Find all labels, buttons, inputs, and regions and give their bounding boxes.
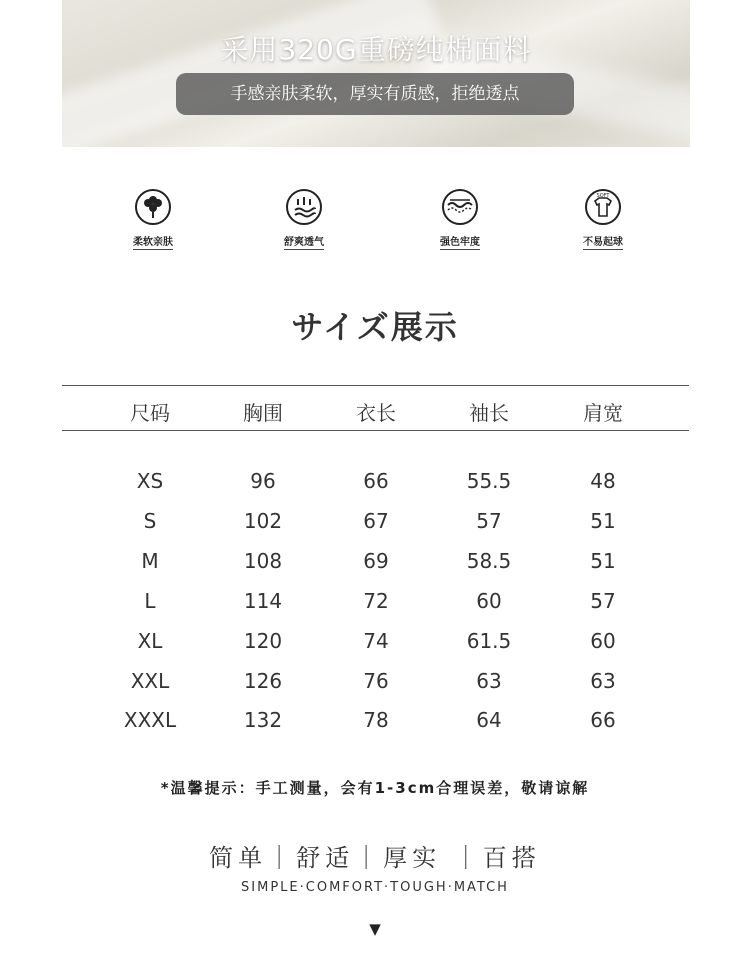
- banner-subtitle: 手感亲肤柔软，厚实有质感，拒绝透点: [176, 73, 574, 115]
- table-cell: 57: [590, 589, 616, 613]
- feature-item: [553, 187, 653, 250]
- feature-item: [103, 187, 203, 250]
- feature-label: 强色牢度: [440, 233, 480, 250]
- table-row: [0, 469, 750, 509]
- size-section-title: サイズ展示: [291, 308, 459, 346]
- header-shoulder: 肩宽: [583, 401, 623, 425]
- table-cell: 61.5: [466, 629, 512, 653]
- feature-item: [410, 187, 510, 250]
- table-cell: 66: [590, 708, 616, 732]
- table-cell: XXXL: [123, 708, 177, 732]
- feature-label: 柔软亲肤: [133, 233, 173, 250]
- table-cell: 74: [363, 629, 389, 653]
- table-cell: 120: [243, 629, 283, 653]
- fabric-wave-icon: [440, 187, 480, 227]
- header-size: 尺码: [130, 401, 170, 425]
- table-cell: 76: [363, 669, 389, 693]
- fabric-banner: [62, 0, 690, 147]
- feature-item: [254, 187, 354, 250]
- header-chest: 胸围: [243, 401, 283, 425]
- table-cell: 48: [590, 469, 616, 493]
- table-cell: XL: [137, 629, 163, 653]
- down-arrow-icon: ▼: [369, 920, 381, 938]
- table-cell: 58.5: [466, 549, 512, 573]
- table-cell: 96: [250, 469, 276, 493]
- table-cell: 126: [243, 669, 283, 693]
- breathable-airflow-icon: [284, 187, 324, 227]
- table-cell: 64: [476, 708, 502, 732]
- table-cell: 51: [590, 549, 616, 573]
- header-length: 衣长: [356, 401, 396, 425]
- feature-label: 舒爽透气: [284, 233, 324, 250]
- table-cell: M: [141, 549, 159, 573]
- table-cell: 51: [590, 509, 616, 533]
- table-cell: 108: [243, 549, 283, 573]
- slogan-english: SIMPLE·COMFORT·TOUGH·MATCH: [241, 880, 509, 895]
- slogan: 简单｜舒适｜厚实 ｜百搭: [209, 844, 541, 872]
- table-cell: 63: [590, 669, 616, 693]
- table-row: [0, 549, 750, 589]
- header-sleeve: 袖长: [469, 401, 509, 425]
- table-row: [0, 669, 750, 709]
- feature-list: [0, 187, 750, 257]
- table-cell: 55.5: [466, 469, 512, 493]
- banner-title: 采用320G重磅纯棉面料: [220, 33, 532, 66]
- soft-icon-text: SOFT: [596, 193, 610, 199]
- table-cell: XXL: [130, 669, 170, 693]
- soft-tshirt-icon: [583, 187, 623, 227]
- measurement-note: *温馨提示：手工测量，会有1-3cm合理误差，敬请谅解: [160, 779, 590, 797]
- table-cell: 78: [363, 708, 389, 732]
- table-cell: 72: [363, 589, 389, 613]
- table-row: [0, 589, 750, 629]
- table-cell: 63: [476, 669, 502, 693]
- table-cell: 67: [363, 509, 389, 533]
- table-top-rule: [62, 385, 689, 386]
- table-cell: 102: [243, 509, 283, 533]
- table-row: [0, 629, 750, 669]
- table-cell: 69: [363, 549, 389, 573]
- table-cell: L: [144, 589, 156, 613]
- table-cell: 66: [363, 469, 389, 493]
- table-cell: 114: [243, 589, 283, 613]
- table-cell: S: [143, 509, 157, 533]
- cotton-flower-icon: [133, 187, 173, 227]
- table-cell: XS: [136, 469, 164, 493]
- table-row: [0, 708, 750, 748]
- table-cell: 60: [476, 589, 502, 613]
- table-header-rule: [62, 430, 689, 431]
- table-row: [0, 509, 750, 549]
- feature-label: 不易起球: [583, 233, 623, 250]
- table-cell: 57: [476, 509, 502, 533]
- table-cell: 132: [243, 708, 283, 732]
- table-cell: 60: [590, 629, 616, 653]
